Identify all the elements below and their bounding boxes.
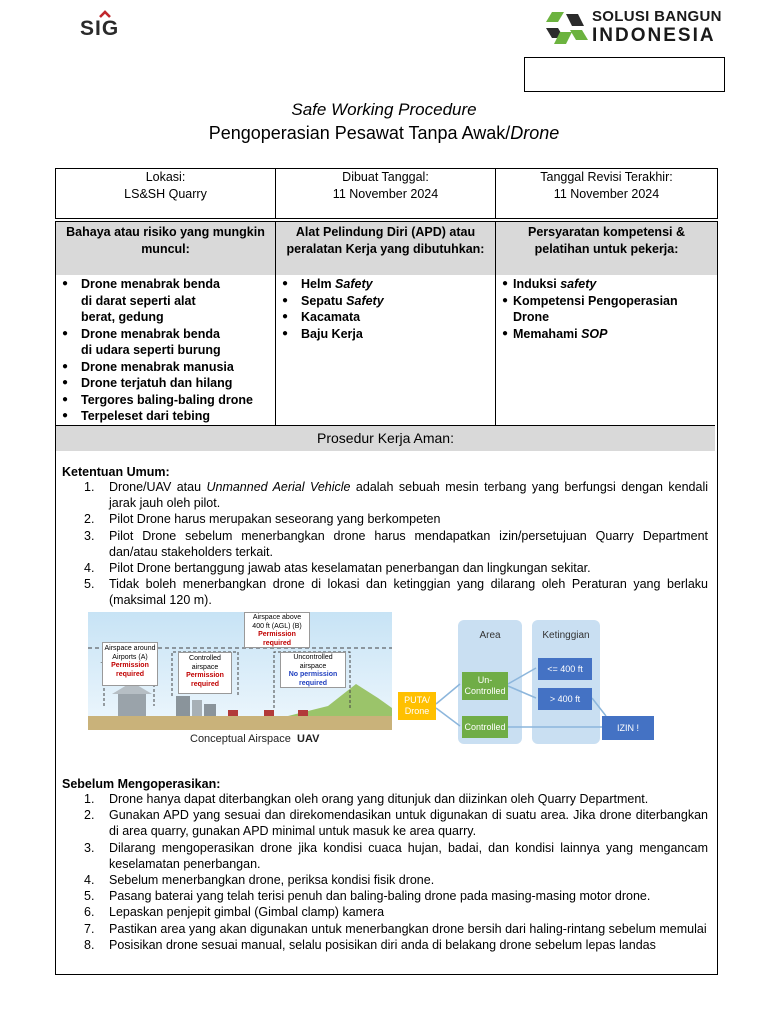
controlled-airspace-box: Controlled airspace Permission required xyxy=(178,652,232,694)
list-item: ● Baju Kerja xyxy=(280,326,494,343)
list-item: 7. Pastikan area yang akan digunakan untuk menerbangkan drone bersih dari haling-rintang sebelum memulai xyxy=(84,921,707,936)
procedure-header: Prosedur Kerja Aman: xyxy=(56,425,715,451)
list-item: ● Sepatu Safety xyxy=(280,293,494,310)
list-item: ● Drone menabrak benda di udara seperti burung xyxy=(60,326,274,359)
section-title: Sebelum Mengoperasikan: xyxy=(62,777,221,791)
before-operating xyxy=(62,777,708,953)
flow-gt400-node: > 400 ft xyxy=(538,688,592,710)
list-item: ● Kacamata xyxy=(280,309,494,326)
sbi-logo-line2: INDONESIA xyxy=(592,25,716,46)
hazards-header: Bahaya atau risiko yang mungkin muncul: xyxy=(56,222,275,275)
airspace-caption: Conceptual Airspace UAV xyxy=(190,733,320,745)
location-cell: Lokasi: LS&SH Quarry xyxy=(124,170,207,201)
requirements-header: Persyaratan kompetensi & pelatihan untuk pekerja: xyxy=(496,222,717,275)
list-item: ● Induksi safety xyxy=(502,276,714,293)
apd-list xyxy=(280,276,494,342)
list-item: 4. Sebelum menerbangkan drone, periksa kondisi fisik drone. xyxy=(84,873,435,888)
list-item: ● Kompetensi Pengoperasian Drone xyxy=(502,293,714,326)
list-item: ● Terpeleset dari tebing xyxy=(60,408,274,425)
flow-uncontrolled-node: Un- Controlled xyxy=(462,672,508,700)
airport-airspace-box: Airspace around Airports (A) Permission required xyxy=(102,642,158,686)
requirements-list xyxy=(502,276,714,342)
document-title: Safe Working Procedure xyxy=(291,100,477,119)
permission-flow-diagram xyxy=(398,616,660,748)
flow-col-altitude: Ketinggian xyxy=(542,630,590,641)
revision-date-cell: Tanggal Revisi Terakhir: 11 November 2024 xyxy=(540,170,673,201)
list-item: ● Helm Safety xyxy=(280,276,494,293)
general-provisions xyxy=(62,465,708,609)
flow-permit-node: IZIN ! xyxy=(602,716,654,740)
list-item: ● Memahami SOP xyxy=(502,326,714,343)
list-item: 1. Drone/UAV atau Unmanned Aerial Vehicle adalah sebuah mesin terbang yang berfungsi dengan kendali jarak jauh oleh pilot. xyxy=(84,480,709,511)
list-item: 2. Pilot Drone harus merupakan seseorang yang berkompeten xyxy=(84,512,441,527)
list-item: 5. Tidak boleh menerbangkan drone di lokasi dan ketinggian yang dilarang oleh Peraturan yang berlaku (maksimal 120 m). xyxy=(84,577,708,608)
above-400ft-box: Airspace above 400 ft (AGL) (B) Permission required xyxy=(244,612,310,648)
airspace-illustration xyxy=(88,612,392,750)
list-item: ● Drone terjatuh dan hilang xyxy=(60,375,274,392)
flow-col-area: Area xyxy=(479,630,501,641)
flow-controlled-node: Controlled xyxy=(462,716,508,738)
list-item: 3. Dilarang mengoperasikan drone jika kondisi cuaca hujan, badai, dan kondisi lainnya yang mengancam keselamatan penerbangan. xyxy=(84,840,708,871)
uncontrolled-airspace-box: Uncontrolled airspace No permission required xyxy=(280,652,346,688)
flow-le400-node: <= 400 ft xyxy=(538,658,592,680)
hazards-list xyxy=(60,276,274,425)
list-item: ● Drone menabrak benda di darat seperti alat berat, gedung xyxy=(60,276,274,326)
list-item: 6. Lepaskan penjepit gimbal (Gimbal clamp) kamera xyxy=(84,905,385,920)
document-number-box xyxy=(524,57,725,92)
list-item: 8. Posisikan drone sesuai manual, selalu posisikan diri anda di belakang drone sebelum lepas landas xyxy=(84,937,656,952)
list-item: 2. Gunakan APD yang sesuai dan direkomendasikan untuk digunakan di suatu area. Jika drone diterbangkan di area quarry, gunakan APD minimal untuk masuk ke area quarry. xyxy=(84,808,708,839)
list-item: 3. Pilot Drone sebelum menerbangkan drone harus mendapatkan izin/persetujuan Quarry Department dan/atau stakeholders terkait. xyxy=(84,528,708,559)
flow-start-node: PUTA/ Drone xyxy=(398,692,436,720)
created-date-cell: Dibuat Tanggal: 11 November 2024 xyxy=(332,170,439,201)
sbi-logo xyxy=(544,8,590,48)
apd-header: Alat Pelindung Diri (APD) atau peralatan Kerja yang dibutuhkan: xyxy=(276,222,495,275)
list-item: ● Drone menabrak manusia xyxy=(60,359,274,376)
document-subtitle: Pengoperasian Pesawat Tanpa Awak/Drone xyxy=(208,123,560,143)
info-table xyxy=(55,168,718,219)
section-title: Ketentuan Umum: xyxy=(62,465,170,479)
sbi-logo-line1: SOLUSI BANGUN xyxy=(592,8,722,25)
list-item: 5. Pasang baterai yang telah terisi penuh dan baling-baling drone pada masing-masing motor drone. xyxy=(84,889,651,904)
list-item: ● Tergores baling-baling drone xyxy=(60,392,274,409)
sig-logo: SIG xyxy=(78,10,132,40)
list-item: 1. Drone hanya dapat diterbangkan oleh orang yang ditunjuk dan diizinkan oleh Quarry Department. xyxy=(84,792,649,806)
list-item: 4. Pilot Drone bertanggung jawab atas keselamatan penerbangan dan lingkungan sekitar. xyxy=(84,561,591,576)
